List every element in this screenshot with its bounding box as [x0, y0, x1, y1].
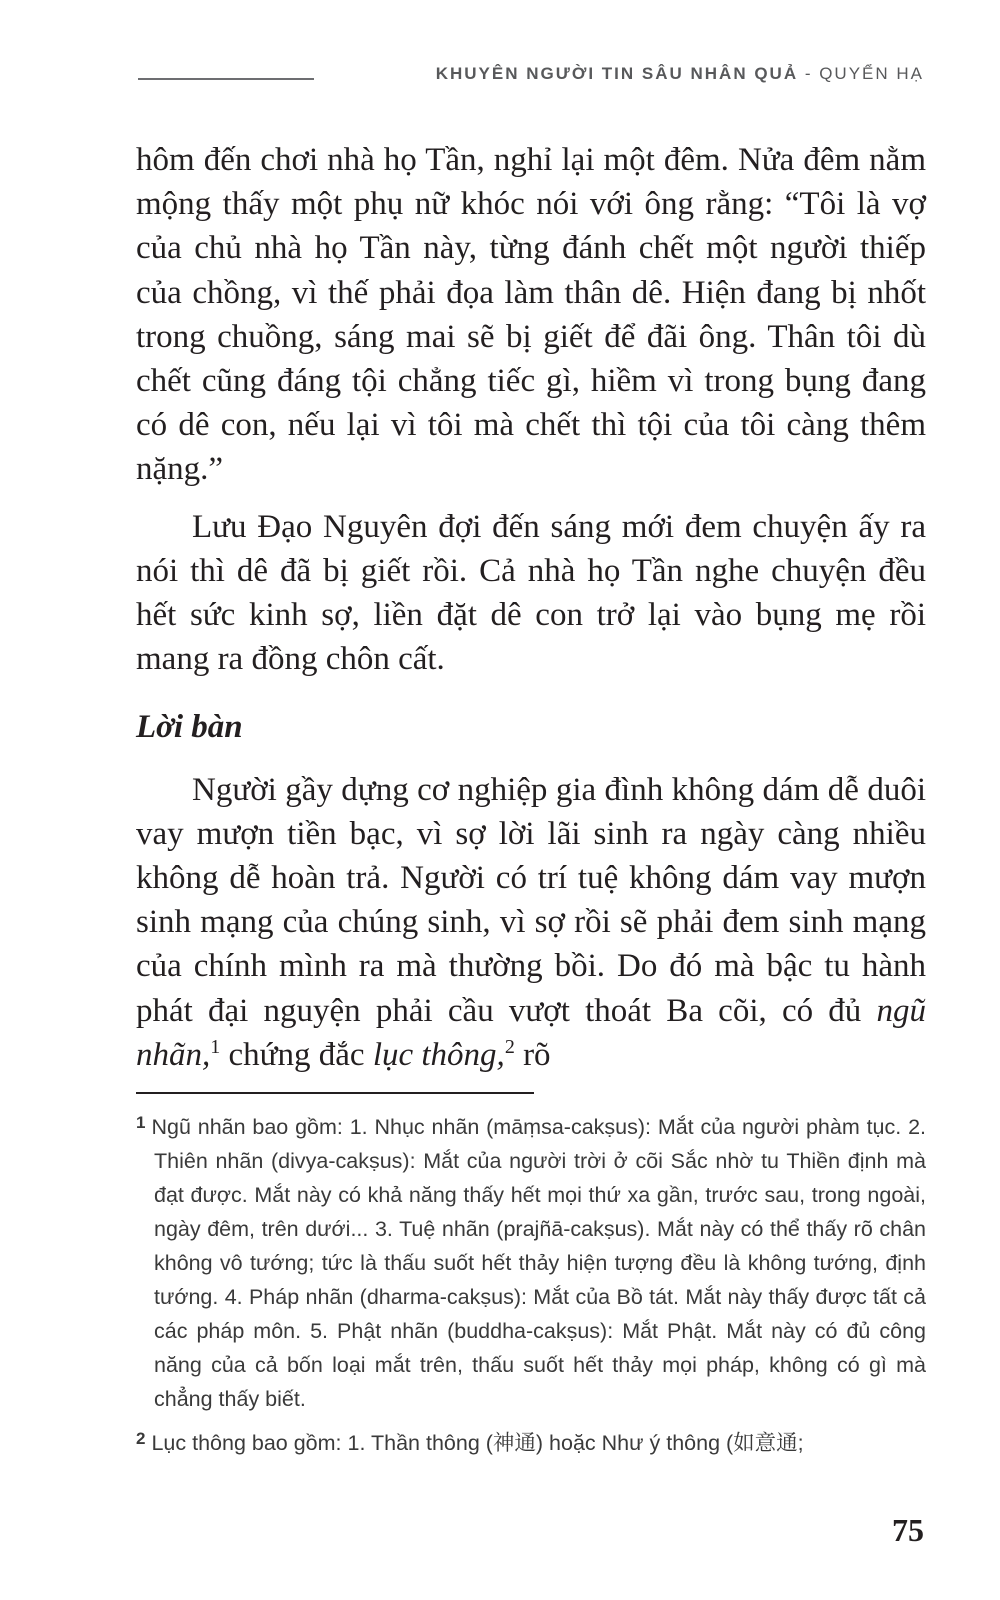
header-rule	[138, 78, 314, 80]
footnote-ref-2[interactable]: 2	[504, 1035, 515, 1058]
footnote-1	[136, 1106, 926, 1416]
footnote-1-mark: 1	[136, 1113, 146, 1132]
running-head-title: KHUYÊN NGƯỜI TIN SÂU NHÂN QUẢ	[435, 64, 799, 83]
footnote-2-text: Lục thông bao gồm: 1. Thần thông (神通) hoặc Như ý thông (如意通;	[151, 1431, 804, 1455]
footnote-2	[136, 1422, 926, 1460]
paragraph-3-start: Người gầy dựng cơ nghiệp gia đình không dám dễ duôi vay mượn tiền bạc, vì sợ lời lãi sinh ra ngày càng nhiều không dễ hoàn trả. Người có trí tuệ không dám vay mượn sinh mạng của chúng sinh, vì sợ rồi sẽ phải đem sinh mạng của chính mình ra mà thường bồi. Do đó mà bậc tu hành phát đại nguyện phải cầu vượt thoát Ba cõi, có đủ	[136, 771, 926, 1029]
running-head	[436, 64, 924, 84]
paragraph-3	[136, 768, 926, 1077]
term-ngu-nhan: ngũ nhãn,	[136, 992, 926, 1073]
footnote-2-mark: 2	[136, 1429, 146, 1448]
footnotes	[136, 1106, 926, 1466]
paragraph-1: hôm đến chơi nhà họ Tần, nghỉ lại một đêm. Nửa đêm nằm mộng thấy một phụ nữ khóc nói với ông rằng: “Tôi là vợ của chủ nhà họ Tần này, từng đánh chết một người thiếp của chồng, vì thế phải đọa làm thân dê. Hiện đang bị nhốt trong chuồng, sáng mai sẽ bị giết để đãi ông. Thân tôi dù chết cũng đáng tội chẳng tiếc gì, hiềm vì trong bụng đang có dê con, nếu lại vì tôi mà chết thì tội của tôi càng thêm nặng.”	[136, 142, 926, 488]
section-heading: Lời bàn	[136, 709, 243, 746]
footnote-rule	[136, 1092, 534, 1094]
footnote-ref-1[interactable]: 1	[210, 1035, 221, 1058]
running-head-separator: -	[798, 64, 820, 83]
footnote-1-text: Ngũ nhãn bao gồm: 1. Nhục nhãn (māṃsa-cakṣus): Mắt của người phàm tục. 2. Thiên nhãn (divya-cakṣus): Mắt của người trời ở cõi Sắc nhờ tu Thiền định mà đạt được. Mắt này có khả năng thấy hết mọi thứ xa gần, trước sau, trong ngoài, ngày đêm, trên dưới... 3. Tuệ nhãn (prajñā-cakṣus). Mắt này có thể thấy rõ chân không vô tướng; tức là thấu suốt hết thảy hiện tượng đều là không tướng, định tướng. 4. Pháp nhãn (dharma-cakṣus): Mắt của Bồ tát. Mắt này thấy được tất cả các pháp môn. 5. Phật nhãn (buddha-cakṣus): Mắt Phật. Mắt này có đủ công năng của cả bốn loại mắt trên, thấu suốt hết thảy mọi pháp, không có gì mà chẳng thấy biết.	[151, 1115, 926, 1411]
page-number: 75	[892, 1512, 924, 1548]
paragraph-3-mid: chứng đắc	[220, 1036, 373, 1073]
body-text	[136, 138, 926, 1077]
paragraph-2: Lưu Đạo Nguyên đợi đến sáng mới đem chuyện ấy ra nói thì dê đã bị giết rồi. Cả nhà họ Tần nghe chuyện đều hết sức kinh sợ, liền đặt dê con trở lại vào bụng mẹ rồi mang ra đồng chôn cất.	[136, 508, 926, 678]
paragraph-3-end: rõ	[514, 1036, 551, 1073]
running-head-volume: QUYỂN HẠ	[819, 64, 924, 83]
term-luc-thong: lục thông,	[372, 1036, 505, 1073]
